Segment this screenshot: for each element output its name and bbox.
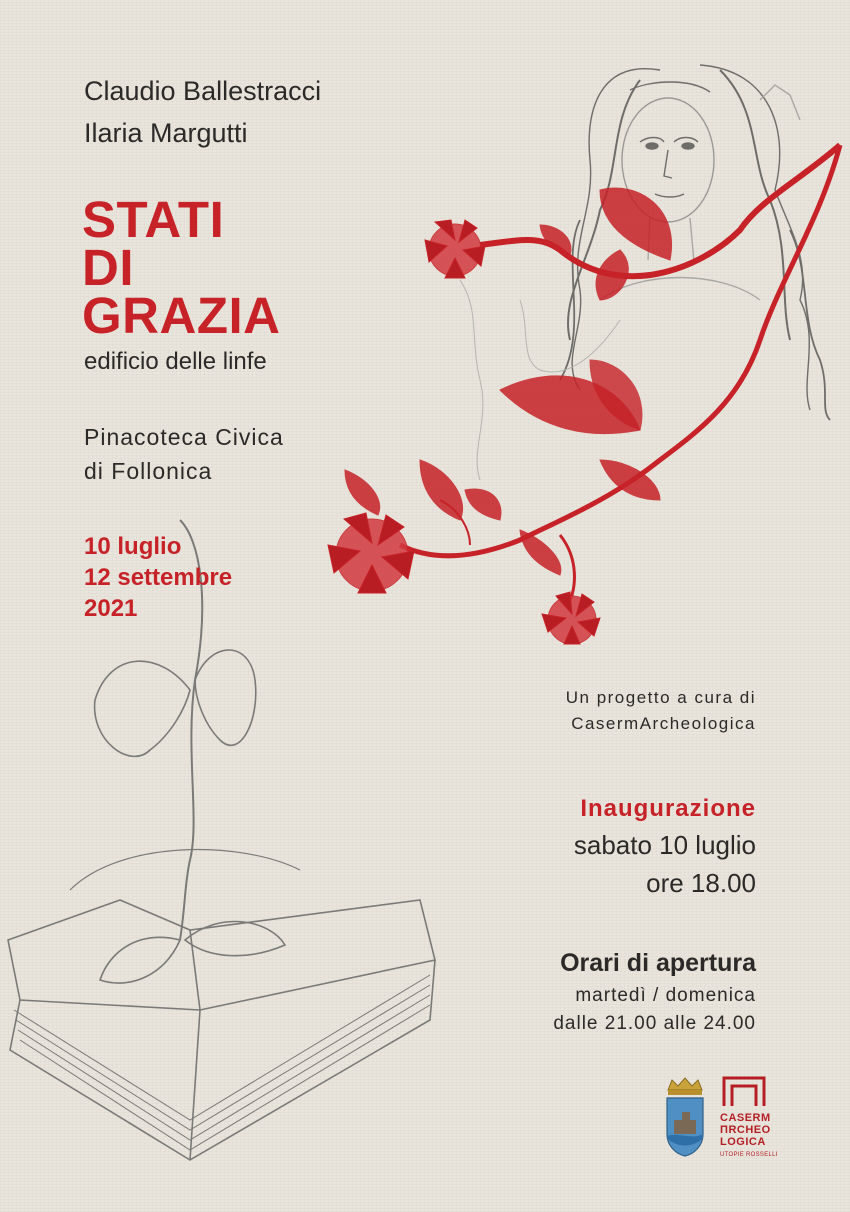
venue-line: di Follonica	[84, 458, 213, 484]
exhibition-subtitle: edificio delle linfe	[84, 348, 267, 375]
date-line: 2021	[84, 595, 138, 622]
title-line: DI	[82, 239, 134, 296]
date-line: 12 settembre	[84, 564, 233, 591]
hours-heading: Orari di apertura	[560, 949, 756, 977]
opening-info	[574, 792, 756, 902]
curator-name: CasermArcheologica	[571, 714, 756, 733]
title-line: GRAZIA	[82, 287, 281, 344]
woman-portrait-sketch	[460, 65, 830, 480]
logo-wordmark	[720, 1112, 771, 1148]
casermarcheologica-logo	[716, 1076, 778, 1166]
artist-name: Claudio Ballestracci	[84, 76, 322, 106]
logo-line: ΠRCHEO	[720, 1124, 771, 1136]
artists-list	[84, 70, 321, 154]
title-line: STATI	[82, 191, 225, 248]
logo-line: LOGICA	[720, 1136, 766, 1148]
exhibition-dates	[84, 531, 232, 624]
logo-line: CASERM	[720, 1112, 771, 1124]
curator-credit	[566, 685, 756, 737]
artist-name: Ilaria Margutti	[84, 118, 248, 148]
logo-tagline: UTOPIE ROSSELLI	[720, 1152, 778, 1158]
red-flowers	[328, 188, 672, 644]
curator-intro: Un progetto a cura di	[565, 688, 756, 707]
opening-heading: Inaugurazione	[580, 795, 756, 822]
municipal-crest-icon	[662, 1076, 708, 1158]
opening-hours	[553, 944, 756, 1038]
opening-time: ore 18.00	[646, 868, 756, 898]
hours-times: dalle 21.00 alle 24.00	[553, 1013, 756, 1034]
venue-line: Pinacoteca Civica	[84, 424, 284, 450]
logo-mark-icon	[720, 1076, 768, 1108]
venue	[84, 420, 284, 488]
exhibition-title	[82, 191, 281, 344]
date-line: 10 luglio	[84, 533, 182, 560]
opening-day: sabato 10 luglio	[573, 830, 756, 860]
hours-days: martedì / domenica	[575, 985, 756, 1006]
